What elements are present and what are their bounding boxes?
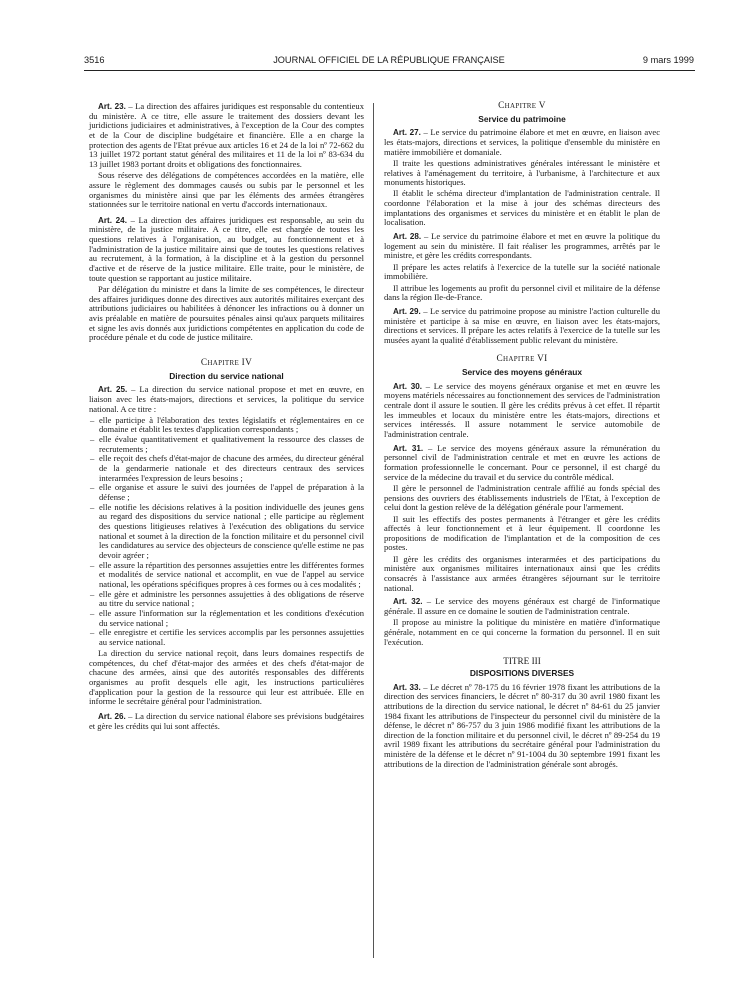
article-32 [384,597,660,616]
article-label: Art. 32. [393,597,423,607]
paragraph: Il propose au ministre la politique du ministère en matière d'informatique générale, notamment en ce qui concerne la formation du personnel. Il en suit l'exécution. [384,617,660,647]
paragraph: Il prépare les actes relatifs à l'exercice de la tutelle sur la société nationale immobilière. [384,261,660,282]
paragraph: Il traite les questions administratives générales intéressant le ministère et relatives à l'aménagement du territoire, à l'urbanisme, à l'architecture et aux monuments historiques. [384,157,660,188]
journal-title: JOURNAL OFFICIEL DE LA RÉPUBLIQUE FRANÇAISE [273,55,505,65]
article-33 [384,683,660,770]
article-30 [384,382,660,440]
paragraph: Il attribue les logements au profit du personnel civil et militaire de la défense dans la région Ile-de-France. [384,282,660,303]
article-text: – La direction des affaires juridiques est responsable, au sein du ministère, de la justice militaire. A ce titre, elle est chargée de toutes les questions relatives à l'organisation, au budget, au fonctionnement et à l'administration de la justice militaire ainsi que de toutes les questions relatives au recrutement, à la formation, à la discipline et à la gestion du personnel d'active et de réserve de la justice militaire. Elle traite, pour le ministère, de toute question se rapportant au justice militaire. [89,214,364,283]
list-item: – elle organise et assure le suivi des journées de l'appel de préparation à la défense ; [89,483,364,502]
article-text: – La direction du service national propose et met en œuvre, en liaison avec les états-majors, directions et services, la politique du service national. A ce titre : [89,384,364,414]
page-header [84,55,694,69]
header-rule [84,70,695,71]
article-text: – Le service des moyens généraux organise et met en œuvre les moyens matériels nécessaires au fonctionnement des services de l'administration centrale dont il assure le soutien. Il gère les crédits prévus à cet effet. Il répartit les immeubles et locaux du ministère entre les états-majors, directions et services intéressés. Il assure notamment le service automobile de l'administration centrale. [384,380,660,440]
article-label: Art. 24. [98,215,127,225]
list-item: – elle enregistre et certifie les services accomplis par les personnes assujetties au service national. [89,628,364,647]
article-25-list [89,416,364,648]
chapter-title: Service du patrimoine [478,113,566,124]
article-28 [384,232,660,261]
paragraph: La direction du service national reçoit, dans leurs domaines respectifs de compétences, du chef d'état-major des armées et des chefs d'état-major de chacune des armées, ainsi que des autorités responsables des différents organismes au profit desquels elle agit, les instructions particulières d'application pour la gestion de la ressource qui leur est attribuée. Elle en informe le secrétaire général pour l'administration. [89,648,364,707]
chapter-title: Service des moyens généraux [461,367,583,378]
article-text: – Le service du patrimoine élabore et met en œuvre, en liaison avec les états-majors, directions et services, la politique d'ensemble du ministère en matière immobilière et domaniale. [384,127,660,157]
title-heading: TITRE III [503,656,541,667]
article-text: – Le service du patrimoine propose au ministre l'action culturelle du ministère et participe à sa mise en œuvre, en liaison avec les états-majors, directions et services. Il prépare les actes relatifs à l'exercice de la tutelle sur les musées ayant la qualité d'établissement public relevant du ministère. [384,305,660,345]
issue-date: 9 mars 1999 [642,55,694,65]
left-column [89,102,364,733]
article-label: Art. 33. [393,682,421,692]
article-25 [89,385,364,414]
paragraph: Il gère les crédits des organismes interarmées et des participations du ministère aux organismes militaires internationaux ainsi que les crédits consacrés à l'assistance aux armées étrangères séjournant sur le territoire national. [384,553,660,593]
paragraph: Il établit le schéma directeur d'implantation de l'administration centrale. Il coordonne l'élaboration et la mise à jour des schémas directeurs des implantations des organismes et services du ministère et en établit le plan de localisation. [384,188,660,228]
chapter-heading: Chapitre V [498,101,546,111]
chapter-title: Direction du service national [169,370,284,381]
article-label: Art. 28. [393,232,422,242]
article-26 [89,712,364,731]
title-name: DISPOSITIONS DIVERSES [469,667,575,678]
article-23 [89,102,364,170]
article-text: – La direction des affaires juridiques est responsable du contentieux du ministère. A ce titre, elle assure le traitement des dossiers devant les juridictions judiciaires et administratives, à l'exception de la Cour des comptes et de la Cour de discipline budgétaire et financière. Elle a en charge la protection des agents de l'Etat prévue aux articles 16 et 24 de la loi nº 72-662 du 13 juillet 1972 portant statut général des militaires et 11 de la loi nº 83-634 du 13 juillet 1983 portant droits et obligations des fonctionnaires. [89,101,364,169]
paragraph: Sous réserve des délégations de compétences accordées en la matière, elle assure le règlement des dommages causés ou subis par le personnel et les organismes du ministère ainsi que par les éléments des armées étrangères stationnées sur le territoire national en vertu d'accords internationaux. [89,170,364,210]
article-text: – Le décret nº 78-175 du 16 février 1978 fixant les attributions de la direction des services financiers, le décret nº 80-317 du 30 avril 1980 fixant les attributions de la direction du service national, le décret nº 84-61 du 25 janvier 1984 fixant les attributions de l'inspecteur du personnel civil du ministère de la défense, le décret nº 86-757 du 3 juin 1986 modifié fixant les attributions de la direction de la fonction militaire et du personnel civil, le décret nº 89-254 du 19 avril 1989 fixant les attributions du secrétaire général pour l'administration du ministère de la défense et le décret nº 91-1004 du 30 septembre 1991 fixant les attributions de la direction de l'administration générale sont abrogés. [384,681,660,769]
article-text: – Le service des moyens généraux assure la rémunération du personnel civil de l'administration centrale et met en œuvre les actions de formation professionnelle le concernant. Pour ce personnel, il est chargé du service de la médecine du travail et du service du contrôle médical. [384,442,660,482]
list-item: – elle notifie les décisions relatives à la position individuelle des jeunes gens au regard des dispositions du service national ; elle participe au règlement des questions litigieuses relatives à l'exécution des obligations du service national et soumet à la direction de la fonction militaire et du personnel civil les candidatures au service des objecteurs de conscience qu'elle estime ne pas devoir agréer ; [89,503,364,561]
list-item: – elle reçoit des chefs d'état-major de chacune des armées, du directeur général de la gendarmerie nationale et des directeurs centraux des services interarmées l'expression de leurs besoins ; [89,454,364,483]
article-text: – Le service des moyens généraux est chargé de l'informatique générale. Il assure en ce domaine le soutien de l'administration centrale. [384,596,660,616]
article-text: – La direction du service national élabore ses prévisions budgétaires et gère les crédits qui lui sont affectés. [89,711,364,731]
list-item: – elle assure l'information sur la réglementation et les conditions d'exécution du service national ; [89,609,364,628]
article-label: Art. 23. [98,102,126,111]
article-label: Art. 30. [393,381,423,391]
article-29 [384,307,660,346]
article-label: Art. 29. [393,306,421,316]
page-number: 3516 [84,55,105,65]
article-text: – Le service du patrimoine élabore et met en œuvre la politique du logement au sein du ministère. Il fait réaliser les programmes, arrêtés par le ministre, et gère les crédits correspondants. [384,231,660,261]
paragraph: Par délégation du ministre et dans la limite de ses compétences, le directeur des affaires juridiques donne des directives aux autorités militaires exerçant des attributions judiciaires ou habilitées à dénoncer les infractions ou à donner un avis préalable en matière de poursuites pénales ainsi qu'aux parquets militaires et signe les avis donnés aux juridictions compétentes en application du code de procédure pénale et du code de justice militaire. [89,284,364,343]
article-label: Art. 25. [98,385,128,395]
list-item: – elle assure la répartition des personnes assujetties entre les différentes formes et modalités de service national et accomplit, en vue de l'appel au service national, les opérations spécifiques propres à ces formes ou à ces modalités ; [89,561,364,590]
article-label: Art. 31. [393,443,424,453]
paragraph: Il gère le personnel de l'administration centrale affilié au fonds spécial des pensions des ouvriers des établissements industriels de l'Etat, à l'exception de celui dont la gestion relève de la délégation générale pour l'armement. [384,482,660,513]
article-24 [89,216,364,284]
article-27 [384,128,660,157]
column-divider [373,103,374,958]
right-column [384,102,660,771]
list-item: – elle évalue quantitativement et qualitativement la ressource des classes de recrutements ; [89,435,364,454]
list-item: – elle gère et administre les personnes assujetties à des obligations de réserve au titre du service national ; [89,590,364,609]
chapter-heading: Chapitre VI [496,354,548,365]
paragraph: Il suit les effectifs des postes permanents à l'étranger et gère les crédits affectés à leur fonctionnement et à leur équipement. Il coordonne les propositions de modification de l'implantation et de la composition de ces postes. [384,513,660,553]
article-31 [384,444,660,483]
list-item: – elle participe à l'élaboration des textes législatifs et réglementaires en ce domaine et établit les textes d'application correspondants ; [89,416,364,435]
article-label: Art. 27. [393,128,421,138]
article-label: Art. 26. [98,712,126,722]
chapter-heading: Chapitre IV [200,357,253,368]
